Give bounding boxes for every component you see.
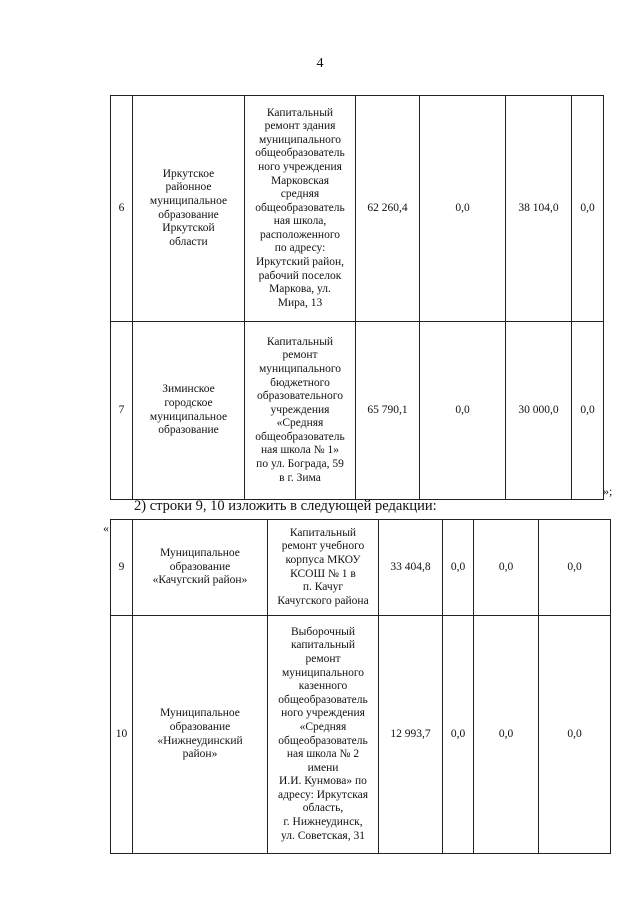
value-cell: 33 404,8 <box>379 520 443 616</box>
table-row <box>111 96 604 322</box>
value-cell: 0,0 <box>443 520 474 616</box>
value-cell: 38 104,0 <box>506 96 572 322</box>
object-cell: Капитальный ремонт учебного корпуса МКОУ КСОШ № 1 в п. Качуг Качугского района <box>268 520 379 616</box>
municipality-cell: Зиминское городское муниципальное образование <box>133 322 245 500</box>
page-number: 4 <box>316 56 324 71</box>
value-cell: 62 260,4 <box>356 96 420 322</box>
municipality-cell: Иркутское районное муниципальное образование Иркутской области <box>133 96 245 322</box>
object-cell: Капитальный ремонт здания муниципального общеобразователь ного учреждения Марковская средняя общеобразователь ная школа, расположенного по адресу: Иркутский район, рабочий поселок Маркова, ул. Мира, 13 <box>245 96 356 322</box>
value-cell: 0,0 <box>539 520 611 616</box>
row-number: 10 <box>111 616 133 854</box>
table-row <box>111 520 611 616</box>
object-cell: Выборочный капитальный ремонт муниципального казенного общеобразователь ного учреждения «Средняя общеобразователь ная школа № 2 имени И.И. Кунмова» по адресу: Иркутская область, г. Нижнеудинск, ул. Советская, 31 <box>268 616 379 854</box>
value-cell: 12 993,7 <box>379 616 443 854</box>
amendment-text: 2) строки 9, 10 изложить в следующей редакции: <box>134 498 437 514</box>
opening-quote: « <box>103 521 109 535</box>
municipality-cell: Муниципальное образование «Качугский район» <box>133 520 268 616</box>
value-cell: 0,0 <box>474 520 539 616</box>
value-cell: 0,0 <box>420 96 506 322</box>
value-cell: 0,0 <box>572 322 604 500</box>
allocation-table-2 <box>110 519 611 854</box>
row-number: 7 <box>111 322 133 500</box>
allocation-table-1 <box>110 95 604 500</box>
value-cell: 0,0 <box>572 96 604 322</box>
closing-quote: »; <box>603 484 613 498</box>
value-cell: 0,0 <box>420 322 506 500</box>
row-number: 9 <box>111 520 133 616</box>
value-cell: 0,0 <box>443 616 474 854</box>
value-cell: 30 000,0 <box>506 322 572 500</box>
municipality-cell: Муниципальное образование «Нижнеудинский район» <box>133 616 268 854</box>
object-cell: Капитальный ремонт муниципального бюджетного образовательного учреждения «Средняя общеобразователь ная школа № 1» по ул. Бограда, 59 в г. Зима <box>245 322 356 500</box>
value-cell: 0,0 <box>474 616 539 854</box>
table-row <box>111 322 604 500</box>
row-number: 6 <box>111 96 133 322</box>
table-row <box>111 616 611 854</box>
value-cell: 65 790,1 <box>356 322 420 500</box>
value-cell: 0,0 <box>539 616 611 854</box>
